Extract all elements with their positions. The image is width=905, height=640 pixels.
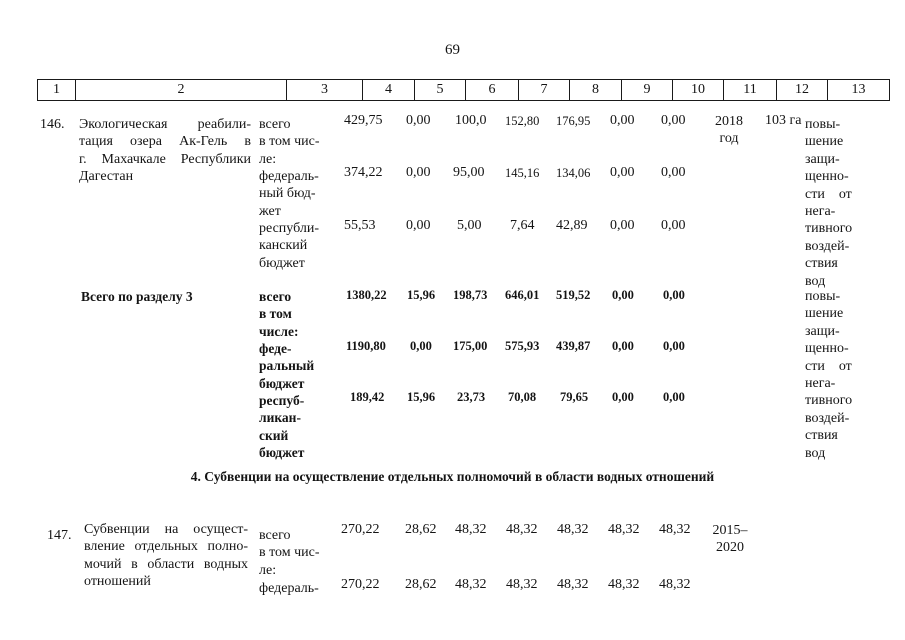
- row-146-name-line: Экологическая реабили-: [79, 117, 251, 132]
- label-line: ле:: [259, 562, 277, 578]
- result-line: вод: [805, 273, 826, 289]
- row-146-name-line: г. Махачкале Республики: [79, 151, 251, 167]
- section-3-total-col4: 1380,22: [346, 288, 387, 302]
- row-146-federal-col10: 0,00: [661, 165, 686, 180]
- row-146-republic-col8: 42,89: [556, 218, 588, 233]
- row-147-name-line: отношений: [84, 574, 151, 590]
- row-146-total-col6: 100,0: [455, 113, 487, 128]
- result-line: ствия: [805, 428, 838, 444]
- row-146-name: [79, 116, 251, 186]
- label-line: всего: [259, 289, 292, 304]
- row-147-federal-col4: 270,22: [341, 577, 380, 592]
- row-147-total-col8: 48,32: [557, 522, 589, 537]
- row-146-total-col9: 0,00: [610, 113, 635, 128]
- row-146-republic-col6: 5,00: [457, 218, 482, 233]
- section-3-total-col7: 646,01: [505, 288, 540, 302]
- row-147-name: [84, 521, 248, 591]
- label-line: бюджет: [259, 255, 305, 271]
- result-line: сти от: [805, 186, 852, 202]
- result-line: тивного: [805, 221, 853, 237]
- col-header-11: 11: [724, 80, 777, 101]
- row-146-label-total: [259, 116, 320, 168]
- label-line: ский: [259, 427, 289, 443]
- period-line: 2018: [715, 114, 743, 129]
- col-header-3: 3: [287, 80, 363, 101]
- section-4-heading: 4. Субвенции на осуществление отдельных полномочий в области водных отношений: [190, 469, 715, 484]
- label-line: респуб-: [259, 393, 305, 408]
- label-line: ле:: [259, 151, 277, 167]
- row-146-federal-col7: 145,16: [505, 166, 540, 180]
- section-3-federal-col5: 0,00: [410, 339, 432, 353]
- result-line: ствия: [805, 256, 838, 272]
- section-3-result: [805, 288, 871, 462]
- result-line: воздей-: [805, 410, 850, 426]
- row-147-total-col4: 270,22: [341, 522, 380, 537]
- row-146-federal-col9: 0,00: [610, 165, 635, 180]
- label-line: в том чис-: [259, 134, 320, 150]
- col-header-5: 5: [415, 80, 466, 101]
- row-146-republic-col9: 0,00: [610, 218, 635, 233]
- result-line: защи-: [805, 323, 840, 339]
- period-line: 2015–: [712, 523, 748, 538]
- row-146-name-line: Дагестан: [79, 169, 134, 185]
- result-line: нега-: [805, 376, 836, 392]
- label-line: числе:: [259, 323, 299, 339]
- row-146-result: [805, 116, 871, 290]
- result-line: вод: [805, 445, 826, 461]
- section-3-total-col6: 198,73: [453, 288, 488, 302]
- row-146-federal-col6: 95,00: [453, 165, 485, 180]
- row-147-label-federal: [259, 580, 319, 597]
- label-line: ный бюд-: [259, 186, 316, 202]
- row-147-name-line: вление отдельных полно-: [84, 539, 248, 555]
- col-header-8: 8: [570, 80, 622, 101]
- result-line: повы-: [805, 117, 841, 132]
- result-line: тивного: [805, 393, 853, 409]
- row-146-republic-col10: 0,00: [661, 218, 686, 233]
- col-header-1: 1: [38, 80, 76, 101]
- row-146-label-republic: [259, 220, 319, 272]
- col-header-6: 6: [466, 80, 519, 101]
- col-header-10: 10: [673, 80, 724, 101]
- row-147-total-col5: 28,62: [405, 522, 437, 537]
- row-146-period: [711, 113, 747, 148]
- result-line: нега-: [805, 204, 836, 220]
- section-3-total-title: Всего по разделу 3: [81, 289, 193, 304]
- row-146-total-col7: 152,80: [505, 114, 540, 128]
- section-3-republic-col9: 0,00: [612, 390, 634, 404]
- row-146-label-federal: [259, 168, 319, 220]
- section-3-total-col8: 519,52: [556, 288, 591, 302]
- section-3-republic-col8: 79,65: [560, 390, 589, 404]
- section-3-label-republic: [259, 392, 304, 462]
- section-3-total-col5: 15,96: [407, 288, 436, 302]
- section-3-federal-col4: 1190,80: [346, 339, 386, 353]
- row-147-label-total: [259, 527, 320, 579]
- section-3-federal-col6: 175,00: [453, 339, 488, 353]
- row-146-federal-col8: 134,06: [556, 166, 591, 180]
- section-3-republic-col4: 189,42: [350, 390, 385, 404]
- label-line: всего: [259, 117, 291, 132]
- result-line: шение: [805, 134, 844, 150]
- label-line: республи-: [259, 221, 319, 236]
- row-146-republic-col7: 7,64: [510, 218, 535, 233]
- row-146-number: 146.: [40, 117, 65, 132]
- col-header-4: 4: [363, 80, 415, 101]
- section-3-total-col10: 0,00: [663, 288, 685, 302]
- row-146-name-line: тация озера Ак-Гель в: [79, 134, 251, 150]
- label-line: бюджет: [259, 445, 305, 461]
- section-3-federal-col9: 0,00: [612, 339, 634, 353]
- row-147-federal-col8: 48,32: [557, 577, 589, 592]
- section-3-total-col9: 0,00: [612, 288, 634, 302]
- row-146-total-col8: 176,95: [556, 114, 591, 128]
- period-line: 2020: [716, 540, 744, 556]
- page-number: 69: [445, 42, 460, 58]
- label-line: ликан-: [259, 410, 301, 426]
- row-147-name-line: Субвенции на осущест-: [84, 522, 248, 537]
- period-line: год: [719, 131, 739, 147]
- row-147-total-col7: 48,32: [506, 522, 538, 537]
- col-header-12: 12: [777, 80, 828, 101]
- result-line: шение: [805, 306, 844, 322]
- row-147-federal-col9: 48,32: [608, 577, 640, 592]
- col-header-2: 2: [76, 80, 287, 101]
- label-line: канский: [259, 238, 308, 254]
- label-line: в том: [259, 306, 292, 322]
- row-147-federal-col6: 48,32: [455, 577, 487, 592]
- section-3-federal-col8: 439,87: [556, 339, 591, 353]
- label-line: ральный: [259, 358, 315, 374]
- section-3-republic-col7: 70,08: [508, 390, 537, 404]
- row-147-total-col6: 48,32: [455, 522, 487, 537]
- row-147-total-col10: 48,32: [659, 522, 691, 537]
- row-146-federal-col5: 0,00: [406, 165, 431, 180]
- label-line: федераль-: [259, 581, 319, 596]
- label-line: жет: [259, 203, 281, 219]
- label-line: феде-: [259, 341, 292, 356]
- row-146-total-col5: 0,00: [406, 113, 431, 128]
- section-3-federal-col10: 0,00: [663, 339, 685, 353]
- section-3-label-federal: [259, 340, 314, 392]
- section-3-label-total: [259, 288, 298, 340]
- section-3-republic-col6: 23,73: [457, 390, 486, 404]
- section-3-republic-col10: 0,00: [663, 390, 685, 404]
- row-147-period: [708, 522, 752, 557]
- row-147-federal-col10: 48,32: [659, 577, 691, 592]
- row-147-total-col9: 48,32: [608, 522, 640, 537]
- column-header-row: [37, 79, 890, 101]
- row-146-federal-col4: 374,22: [344, 165, 383, 180]
- label-line: всего: [259, 528, 291, 543]
- section-3-federal-col7: 575,93: [505, 339, 540, 353]
- label-line: федераль-: [259, 169, 319, 184]
- row-146-total-col10: 0,00: [661, 113, 686, 128]
- label-line: в том чис-: [259, 545, 320, 561]
- label-line: бюджет: [259, 375, 305, 391]
- row-146-indicator: 103 га: [765, 113, 802, 128]
- result-line: воздей-: [805, 238, 850, 254]
- result-line: повы-: [805, 289, 841, 304]
- row-147-number: 147.: [47, 528, 72, 543]
- result-line: сти от: [805, 358, 852, 374]
- row-146-republic-col5: 0,00: [406, 218, 431, 233]
- col-header-13: 13: [828, 80, 890, 101]
- row-147-federal-col5: 28,62: [405, 577, 437, 592]
- result-line: щенно-: [805, 341, 849, 357]
- row-146-total-col4: 429,75: [344, 113, 383, 128]
- row-147-name-line: мочий в области водных: [84, 556, 248, 572]
- section-3-republic-col5: 15,96: [407, 390, 436, 404]
- row-147-federal-col7: 48,32: [506, 577, 538, 592]
- result-line: щенно-: [805, 169, 849, 185]
- col-header-9: 9: [622, 80, 673, 101]
- result-line: защи-: [805, 151, 840, 167]
- row-146-republic-col4: 55,53: [344, 218, 376, 233]
- col-header-7: 7: [519, 80, 570, 101]
